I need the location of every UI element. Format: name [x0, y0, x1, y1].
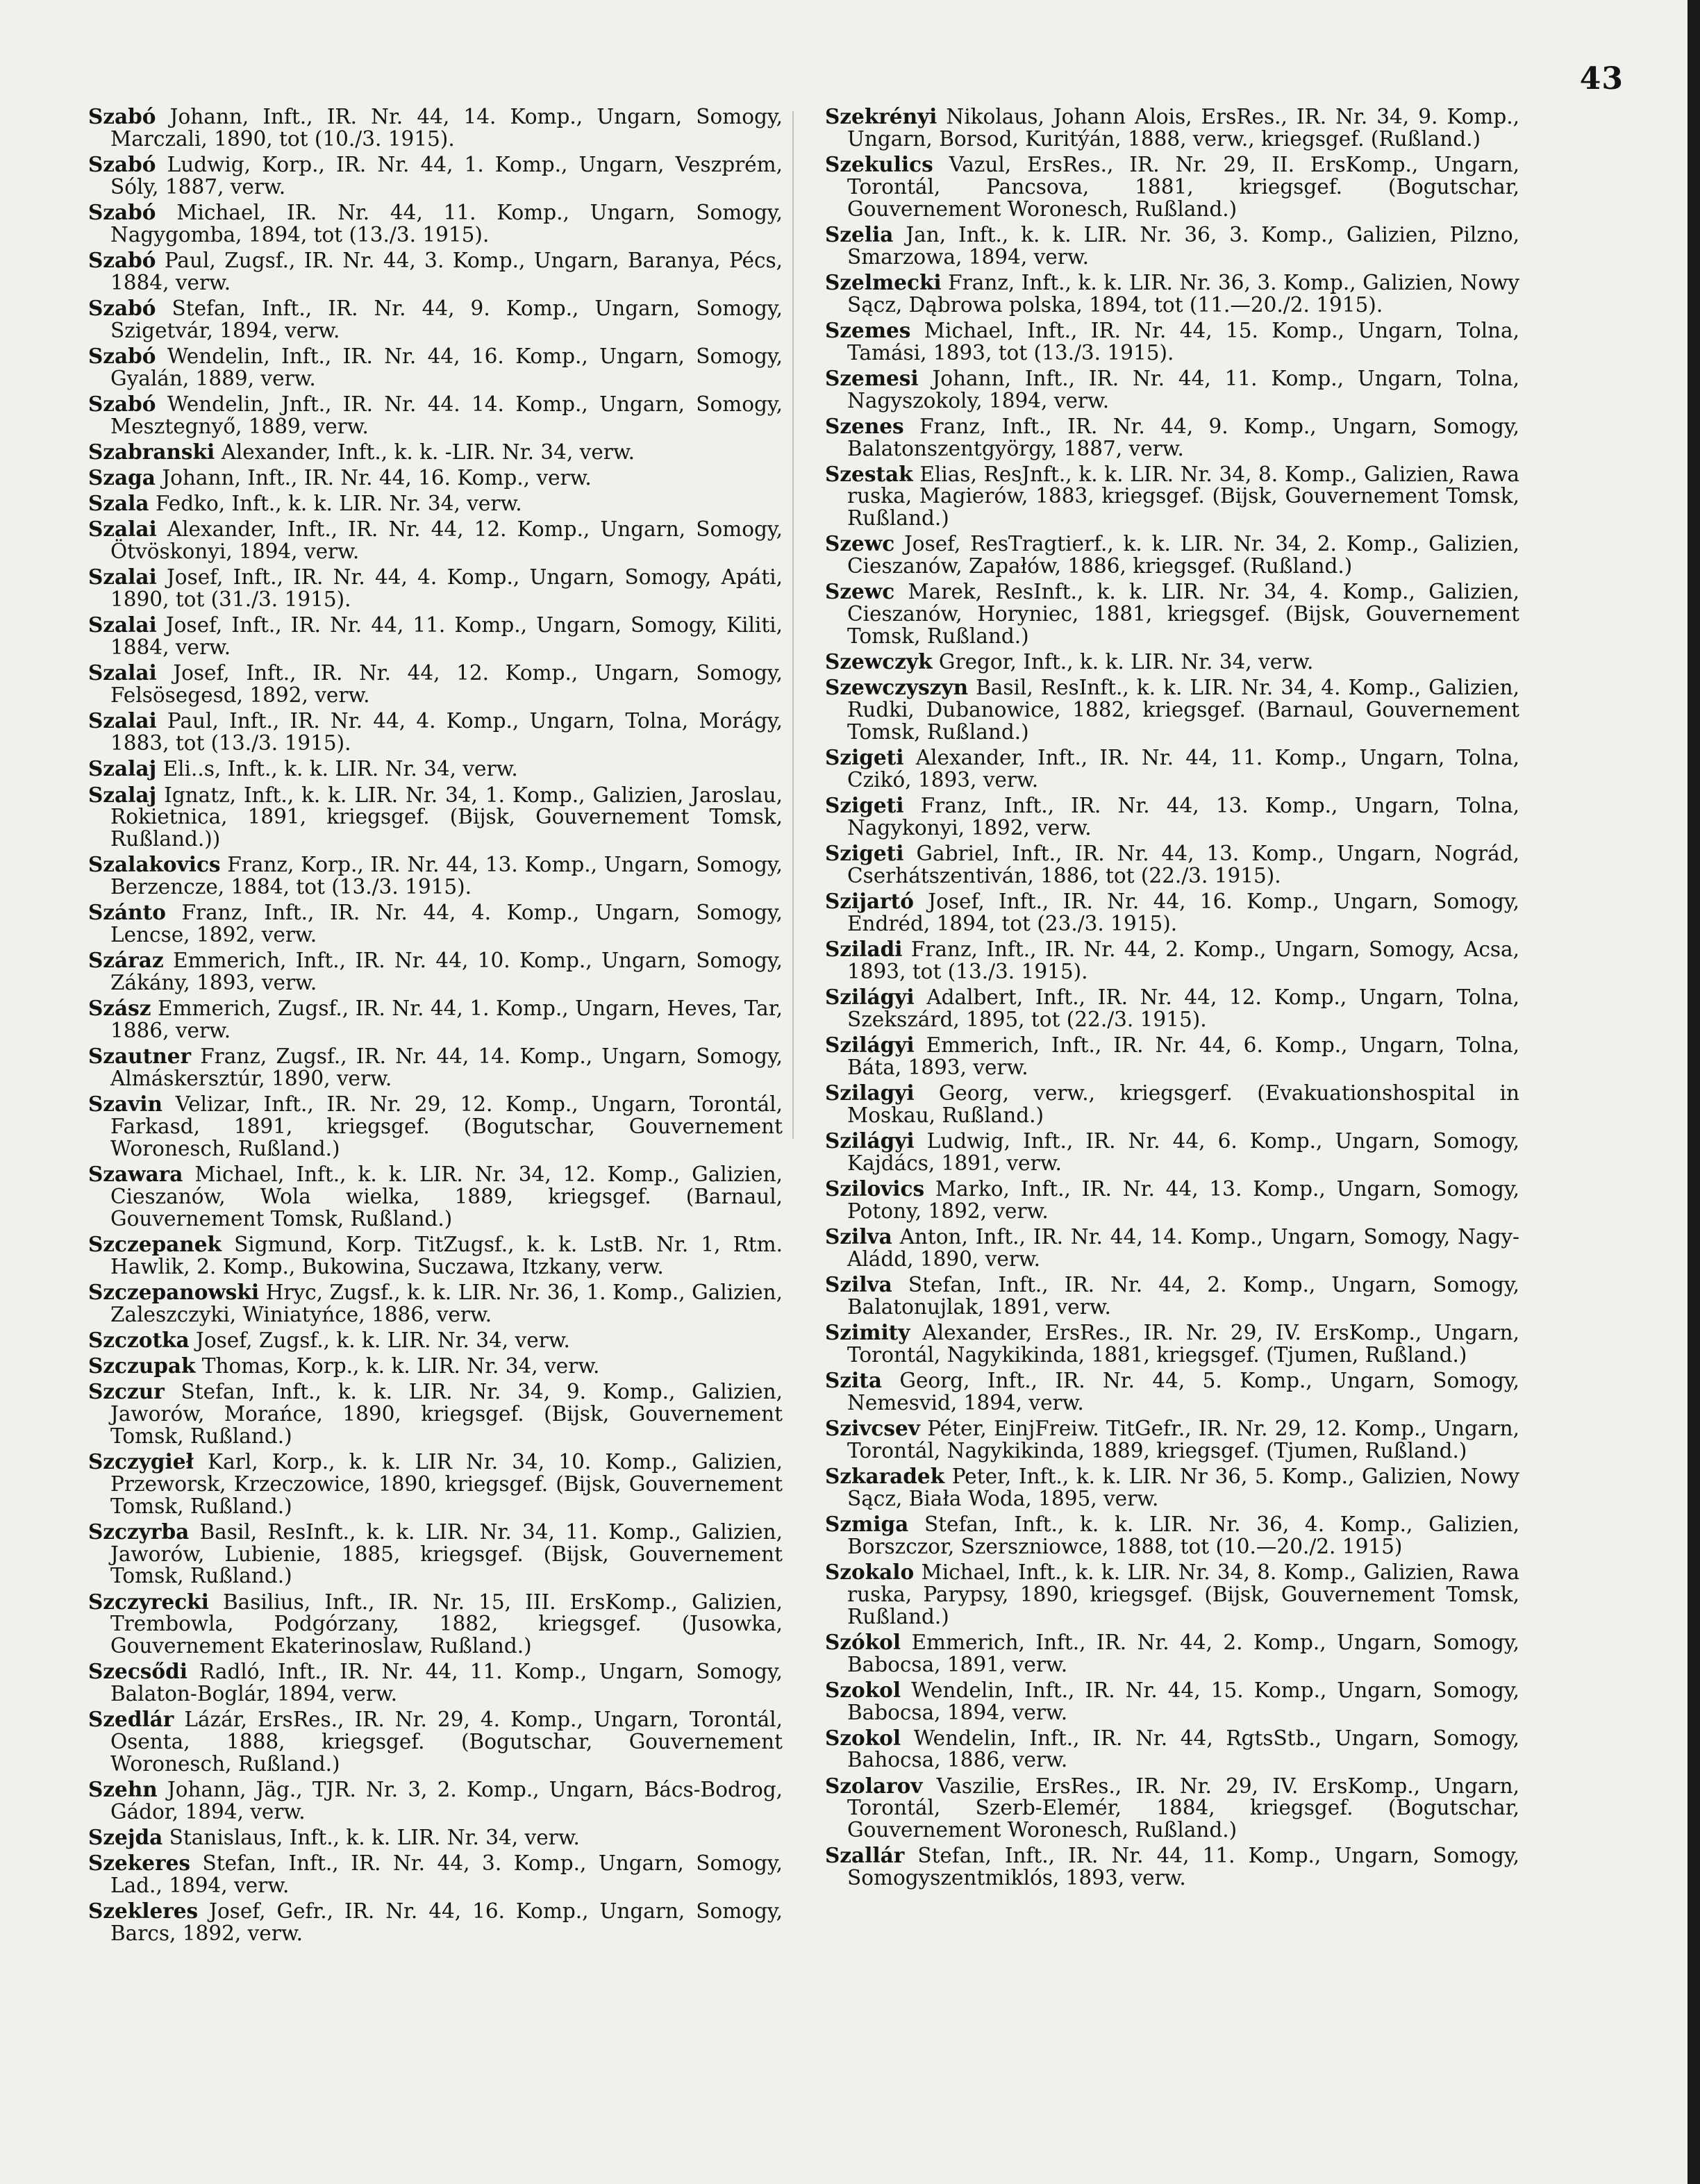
register-entry	[88, 614, 783, 659]
register-entry	[825, 890, 1519, 935]
entry-details: Velizar, Inft., IR. Nr. 29, 12. Komp., Ungarn, Torontál, Farkasd, 1891, kriegsgef. (Bogutschar, Gouvernement Woronesch, Rußland.)	[110, 1092, 783, 1160]
entry-surname: Szánto	[88, 900, 166, 925]
entry-surname: Szabó	[88, 247, 156, 272]
entry-surname: Szalai	[88, 517, 157, 542]
entry-surname: Szmiga	[825, 1511, 909, 1536]
entry-surname: Szokol	[825, 1725, 901, 1750]
entry-surname: Sziladi	[825, 937, 903, 962]
entry-surname: Szallár	[825, 1843, 905, 1868]
entry-details: Josef, Zugsf., k. k. LIR. Nr. 34, verw.	[196, 1328, 570, 1352]
register-entry	[88, 201, 783, 247]
entry-surname: Szabó	[88, 151, 156, 176]
register-entry	[88, 106, 783, 151]
register-entry	[825, 986, 1519, 1031]
entry-details: Basil, ResInft., k. k. LIR. Nr. 34, 11. Komp., Galizien, Jaworów, Lubienie, 1885, kriegsgef. (Bijsk, Gouvernement Tomsk, Rußland.)	[110, 1519, 783, 1588]
register-entry	[88, 249, 783, 294]
register-entry	[825, 1417, 1519, 1462]
register-entry	[825, 224, 1519, 269]
register-entry	[88, 492, 783, 515]
entry-surname: Szaga	[88, 465, 156, 490]
entry-details: Paul, Inft., IR. Nr. 44, 4. Komp., Ungarn, Tolna, Morágy, 1883, tot (13./3. 1915).	[110, 709, 783, 756]
entry-details: Alexander, Inft., IR. Nr. 44, 11. Komp., Ungarn, Tolna, Czikó, 1893, verw.	[847, 746, 1519, 792]
register-entry	[88, 297, 783, 342]
entry-surname: Szemesi	[825, 365, 919, 390]
entry-details: Elias, ResJnft., k. k. LIR. Nr. 34, 8. Komp., Galizien, Rawa ruska, Magierów, 1883, kriegsgef. (Bijsk, Gouvernement Tomsk, Rußland.)	[847, 462, 1519, 531]
entry-details: Emmerich, Inft., IR. Nr. 44, 6. Komp., Ungarn, Tolna, Báta, 1893, verw.	[847, 1033, 1519, 1079]
entry-surname: Szilágyi	[825, 985, 915, 1010]
entry-details: Karl, Korp., k. k. LIR Nr. 34, 10. Komp., Galizien, Przeworsk, Krzeczowice, 1890, kriegsgef. (Bijsk, Gouvernement Tomsk, Rußland.)	[110, 1449, 783, 1518]
entry-surname: Szijartó	[825, 889, 914, 914]
entry-surname: Szecsődi	[88, 1659, 188, 1684]
entry-details: Emmerich, Zugsf., IR. Nr. 44, 1. Komp., Ungarn, Heves, Tar, 1886, verw.	[110, 997, 783, 1043]
register-entry	[825, 106, 1519, 151]
entry-surname: Szala	[88, 491, 149, 516]
entry-details: Péter, EinjFreiw. TitGefr., IR. Nr. 29, 12. Komp., Ungarn, Torontál, Nagykikinda, 1889, kriegsgef. (Tjumen, Rußland.)	[847, 1416, 1519, 1462]
entry-surname: Szekrényi	[825, 104, 938, 128]
entry-details: Wendelin, Inft., IR. Nr. 44, 15. Komp., Ungarn, Somogy, Babocsa, 1894, verw.	[847, 1678, 1519, 1724]
entry-surname: Szigeti	[825, 745, 904, 770]
entry-details: Stefan, Inft., IR. Nr. 44, 9. Komp., Ungarn, Somogy, Szigetvár, 1894, verw.	[110, 296, 783, 342]
register-entry	[825, 794, 1519, 840]
register-entry	[88, 566, 783, 611]
entry-details: Sigmund, Korp. TitZugsf., k. k. LstB. Nr. 1, Rtm. Hawlik, 2. Komp., Bukowina, Suczawa, Itzkany, verw.	[110, 1232, 783, 1278]
entry-details: Gregor, Inft., k. k. LIR. Nr. 34, verw.	[938, 650, 1314, 674]
register-entry	[88, 1451, 783, 1517]
entry-details: Jan, Inft., k. k. LIR. Nr. 36, 3. Komp., Galizien, Pilzno, Smarzowa, 1894, verw.	[847, 222, 1519, 269]
entry-details: Alexander, ErsRes., IR. Nr. 29, IV. ErsKomp., Ungarn, Torontál, Nagykikinda, 1881, kriegsgef. (Tjumen, Rußland.)	[847, 1321, 1519, 1367]
register-entry	[825, 1775, 1519, 1842]
entry-details: Stanislaus, Inft., k. k. LIR. Nr. 34, verw.	[169, 1826, 580, 1850]
entry-surname: Szimity	[825, 1320, 910, 1345]
entry-details: Thomas, Korp., k. k. LIR. Nr. 34, verw.	[201, 1353, 600, 1378]
register-entry	[825, 1082, 1519, 1127]
register-entry	[825, 153, 1519, 220]
entry-details: Ludwig, Korp., IR. Nr. 44, 1. Komp., Ungarn, Veszprém, Sóly, 1887, verw.	[110, 152, 783, 199]
register-entry	[825, 938, 1519, 983]
register-entry	[88, 1708, 783, 1775]
entry-details: Johann, Inft., IR. Nr. 44, 16. Komp., verw.	[162, 466, 592, 490]
entry-details: Franz, Zugsf., IR. Nr. 44, 14. Komp., Ungarn, Somogy, Almáskersztúr, 1890, verw.	[110, 1044, 783, 1091]
entry-details: Stefan, Inft., IR. Nr. 44, 11. Komp., Ungarn, Somogy, Somogyszentmiklós, 1893, verw.	[847, 1844, 1519, 1890]
entry-details: Wendelin, Inft., IR. Nr. 44, RgtsStb., Ungarn, Somogy, Bahocsa, 1886, verw.	[847, 1726, 1519, 1772]
register-entry	[825, 1844, 1519, 1890]
entry-surname: Szautner	[88, 1044, 192, 1069]
register-entry	[88, 1045, 783, 1090]
entry-details: Alexander, Inft., k. k. -LIR. Nr. 34, verw.	[221, 440, 635, 464]
entry-details: Peter, Inft., k. k. LIR. Nr 36, 5. Komp., Galizien, Nowy Sącz, Biała Woda, 1895, verw.	[847, 1464, 1519, 1510]
register-entry	[825, 1513, 1519, 1558]
entry-surname: Szewc	[825, 531, 895, 556]
entry-surname: Szczepanowski	[88, 1279, 260, 1304]
entry-details: Alexander, Inft., IR. Nr. 44, 12. Komp., Ungarn, Somogy, Ötvöskonyi, 1894, verw.	[110, 517, 783, 564]
register-entry	[88, 901, 783, 947]
entry-details: Marek, ResInft., k. k. LIR. Nr. 34, 4. Komp., Galizien, Cieszanów, Horyniec, 1881, kriegsgef. (Bijsk, Gouvernement Tomsk, Rußland.)	[847, 580, 1519, 649]
entry-details: Anton, Inft., IR. Nr. 44, 14. Komp., Ungarn, Somogy, Nagy-Aládd, 1890, verw.	[847, 1225, 1519, 1271]
entry-surname: Szalai	[88, 660, 157, 685]
register-entry	[825, 367, 1519, 412]
entry-details: Gabriel, Inft., IR. Nr. 44, 13. Komp., Ungarn, Nográd, Cserhátszentiván, 1886, tot (22./3. 1915).	[847, 842, 1519, 887]
entry-surname: Szigeti	[825, 841, 904, 866]
entry-surname: Szabó	[88, 104, 156, 128]
register-entry	[825, 269, 1519, 317]
register-entry	[825, 1274, 1519, 1319]
entry-surname: Szestak	[825, 461, 913, 486]
entry-surname: Szilágyi	[825, 1128, 915, 1153]
register-entry	[88, 710, 783, 755]
entry-surname: Szalai	[88, 708, 157, 733]
register-entry	[825, 415, 1519, 460]
entry-surname: Szawara	[88, 1162, 183, 1187]
entry-details: Josef, Inft., IR. Nr. 44, 4. Komp., Ungarn, Somogy, Apáti, 1890, tot (31./3. 1915).	[110, 565, 783, 612]
entry-surname: Szivcsev	[825, 1415, 920, 1440]
register-entry	[825, 581, 1519, 647]
register-entry	[88, 153, 783, 199]
entry-details: Franz, Inft., IR. Nr. 44, 2. Komp., Ungarn, Somogy, Acsa, 1893, tot (13./3. 1915).	[847, 937, 1519, 983]
entry-surname: Szelia	[825, 222, 894, 247]
register-entry	[88, 1233, 783, 1278]
register-entry	[825, 533, 1519, 578]
register-entry	[88, 1778, 783, 1824]
register-entry	[88, 1355, 783, 1378]
register-entry	[88, 1826, 783, 1849]
register-entry	[825, 1369, 1519, 1415]
entry-details: Emmerich, Inft., IR. Nr. 44, 10. Komp., Ungarn, Somogy, Zákány, 1893, verw.	[110, 949, 783, 995]
register-entry	[825, 1465, 1519, 1510]
register-entry	[825, 319, 1519, 365]
register-entry	[88, 1381, 783, 1447]
entry-details: Stefan, Inft., IR. Nr. 44, 2. Komp., Ungarn, Somogy, Balatonujlak, 1891, verw.	[847, 1273, 1519, 1319]
entry-surname: Szewczyk	[825, 649, 933, 674]
entry-details: Franz, Inft., k. k. LIR. Nr. 36, 3. Komp., Galizien, Nowy Sącz, Dąbrowa polska, 1894, tot (11.—20./2. 1915).	[847, 270, 1519, 317]
register-entry	[825, 747, 1519, 792]
register-entry	[88, 1093, 783, 1160]
entry-surname: Szabó	[88, 295, 156, 320]
entry-details: Eli..s, Inft., k. k. LIR. Nr. 34, verw.	[162, 757, 518, 781]
entry-details: Michael, Inft., k. k. LIR. Nr. 34, 12. Komp., Galizien, Cieszanów, Wola wielka, 1889, kriegsgef. (Barnaul, Gouvernement Tomsk, Rußland.)	[110, 1162, 783, 1231]
register-entry	[88, 1591, 783, 1658]
register-entry	[88, 393, 783, 438]
entry-details: Franz, Inft., IR. Nr. 44, 9. Komp., Ungarn, Somogy, Balatonszentgyörgy, 1887, verw.	[847, 414, 1519, 460]
entry-details: Stefan, Inft., k. k. LIR. Nr. 34, 9. Komp., Galizien, Jaworów, Morańce, 1890, kriegsgef. (Bijsk, Gouvernement Tomsk, Rußland.)	[110, 1380, 783, 1448]
entry-details: Michael, IR. Nr. 44, 11. Komp., Ungarn, Somogy, Nagygomba, 1894, tot (13./3. 1915).	[110, 200, 783, 247]
entry-surname: Szemes	[825, 317, 911, 342]
entry-surname: Szczyrecki	[88, 1589, 209, 1614]
entry-surname: Szabó	[88, 391, 156, 416]
register-entry	[88, 997, 783, 1042]
entry-surname: Szász	[88, 996, 151, 1021]
register-entry	[88, 758, 783, 781]
left-column	[88, 106, 783, 1948]
register-entry	[825, 1130, 1519, 1175]
entry-surname: Szalaj	[88, 756, 157, 781]
entry-details: Vazul, ErsRes., IR. Nr. 29, II. ErsKomp., Ungarn, Torontál, Pancsova, 1881, kriegsgef. (Bogutschar, Gouvernement Woronesch, Rußland.)	[847, 152, 1519, 221]
register-entry	[88, 949, 783, 994]
entry-details: Wendelin, Inft., IR. Nr. 44, 16. Komp., Ungarn, Somogy, Gyalán, 1889, verw.	[110, 344, 783, 390]
entry-surname: Szczur	[88, 1379, 165, 1404]
entry-details: Josef, Inft., IR. Nr. 44, 16. Komp., Ungarn, Somogy, Endréd, 1894, tot (23./3. 1915).	[847, 890, 1519, 935]
right-column	[825, 106, 1519, 1892]
entry-surname: Szalai	[88, 565, 157, 590]
register-entry	[88, 1163, 783, 1230]
register-entry	[825, 1178, 1519, 1223]
register-entry	[88, 441, 783, 464]
register-entry	[88, 345, 783, 390]
entry-details: Johann, Inft., IR. Nr. 44, 14. Komp., Ungarn, Somogy, Marczali, 1890, tot (10./3. 1915).	[110, 105, 783, 151]
column-divider	[792, 111, 794, 1139]
register-entry	[825, 676, 1519, 743]
entry-details: Nikolaus, Johann Alois, ErsRes., IR. Nr. 34, 9. Komp., Ungarn, Borsod, Kuritýán, 1888, verw., kriegsgef. (Rußland.)	[847, 105, 1519, 151]
entry-details: Johann, Inft., IR. Nr. 44, 11. Komp., Ungarn, Tolna, Nagyszokoly, 1894, verw.	[847, 366, 1519, 412]
entry-surname: Szczotka	[88, 1327, 190, 1352]
register-entry	[88, 467, 783, 490]
entry-details: Ignatz, Inft., k. k. LIR. Nr. 34, 1. Komp., Galizien, Jaroslau, Rokietnica, 1891, kriegsgef. (Bijsk, Gouvernement Tomsk, Rußland.))	[110, 783, 783, 851]
entry-surname: Szkaradek	[825, 1463, 945, 1488]
entry-surname: Szabranski	[88, 439, 215, 464]
entry-details: Fedko, Inft., k. k. LIR. Nr. 34, verw.	[155, 492, 522, 516]
entry-details: Basilius, Inft., IR. Nr. 15, III. ErsKomp., Galizien, Trembowla, Podgórzany, 1882, kriegsgef. (Jusowka, Gouvernement Ekaterinoslaw, Rußland.)	[110, 1590, 783, 1658]
entry-details: Emmerich, Inft., IR. Nr. 44, 2. Komp., Ungarn, Somogy, Babocsa, 1891, verw.	[847, 1630, 1519, 1676]
register-entry	[88, 662, 783, 707]
register-entry	[825, 842, 1519, 887]
entry-surname: Szalai	[88, 612, 157, 637]
entry-details: Josef, Inft., IR. Nr. 44, 12. Komp., Ungarn, Somogy, Felsösegesd, 1892, verw.	[110, 661, 783, 708]
register-entry	[88, 1900, 783, 1945]
register-entry	[825, 1322, 1519, 1367]
entry-surname: Szehn	[88, 1777, 158, 1802]
entry-details: Adalbert, Inft., IR. Nr. 44, 12. Komp., Ungarn, Tolna, Szekszárd, 1895, tot (22./3. 1915).	[847, 985, 1519, 1031]
entry-surname: Szita	[825, 1368, 883, 1392]
entry-surname: Szekleres	[88, 1899, 199, 1924]
entry-details: Franz, Inft., IR. Nr. 44, 13. Komp., Ungarn, Tolna, Nagykonyi, 1892, verw.	[847, 794, 1519, 840]
entry-surname: Szedlár	[88, 1707, 174, 1732]
register-entry	[88, 1852, 783, 1897]
entry-details: Stefan, Inft., IR. Nr. 44, 3. Komp., Ungarn, Somogy, Lad., 1894, verw.	[110, 1851, 783, 1898]
entry-surname: Szabó	[88, 199, 156, 224]
entry-surname: Szilva	[825, 1224, 892, 1249]
entry-surname: Szilágyi	[825, 1033, 915, 1058]
register-entry	[88, 853, 783, 899]
entry-surname: Szewczyszyn	[825, 675, 969, 700]
entry-surname: Szewc	[825, 579, 895, 604]
entry-details: Paul, Zugsf., IR. Nr. 44, 3. Komp., Ungarn, Baranya, Pécs, 1884, verw.	[110, 248, 783, 294]
entry-surname: Szekulics	[825, 151, 933, 176]
entry-surname: Szokalo	[825, 1559, 915, 1584]
register-entry	[825, 651, 1519, 674]
entry-details: Michael, Inft., k. k. LIR. Nr. 34, 8. Komp., Galizien, Rawa ruska, Parypsy, 1890, kriegsgef. (Bijsk, Gouvernement Tomsk, Rußland.)	[847, 1560, 1519, 1628]
entry-surname: Szilagyi	[825, 1081, 915, 1106]
register-entry	[825, 1561, 1519, 1628]
entry-details: Vaszilie, ErsRes., IR. Nr. 29, IV. ErsKomp., Ungarn, Torontál, Szerb-Elemér, 1884, kriegsgef. (Bogutschar, Gouvernement Woronesch, Rußland.)	[847, 1774, 1519, 1842]
entry-details: Ludwig, Inft., IR. Nr. 44, 6. Komp., Ungarn, Somogy, Kajdács, 1891, verw.	[847, 1129, 1519, 1175]
entry-surname: Szczepanek	[88, 1231, 222, 1256]
entry-surname: Száraz	[88, 948, 164, 973]
entry-details: Stefan, Inft., k. k. LIR. Nr. 36, 4. Komp., Galizien, Borszczor, Szerszniowce, 1888, tot (10.—20./2. 1915)	[847, 1512, 1519, 1558]
entry-details: Georg, verw., kriegsgerf. (Evakuationshospital in Moskau, Rußland.)	[847, 1081, 1519, 1127]
entry-details: Johann, Jäg., TJR. Nr. 3, 2. Komp., Ungarn, Bács-Bodrog, Gádor, 1894, verw.	[110, 1778, 783, 1824]
page-number: 43	[1579, 61, 1624, 97]
entry-details: Josef, Gefr., IR. Nr. 44, 16. Komp., Ungarn, Somogy, Barcs, 1892, verw.	[110, 1899, 783, 1946]
register-entry	[88, 518, 783, 563]
entry-surname: Szczupak	[88, 1353, 196, 1378]
entry-details: Radló, Inft., IR. Nr. 44, 11. Komp., Ungarn, Somogy, Balaton-Boglár, 1894, verw.	[110, 1660, 783, 1706]
entry-details: Franz, Inft., IR. Nr. 44, 4. Komp., Ungarn, Somogy, Lencse, 1892, verw.	[110, 901, 783, 947]
register-entry	[825, 1631, 1519, 1676]
entry-surname: Szelmecki	[825, 269, 942, 294]
entry-surname: Szókol	[825, 1629, 901, 1654]
entry-surname: Szabó	[88, 343, 156, 368]
entry-surname: Szejda	[88, 1825, 163, 1850]
entry-details: Lázár, ErsRes., IR. Nr. 29, 4. Komp., Ungarn, Torontál, Osenta, 1888, kriegsgef. (Bogutschar, Gouvernement Woronesch, Rußland.)	[110, 1708, 783, 1776]
register-entry	[825, 1727, 1519, 1772]
entry-details: Josef, ResTragtierf., k. k. LIR. Nr. 34, 2. Komp., Galizien, Cieszanów, Zapałów, 1886, kriegsgef. (Rußland.)	[847, 532, 1519, 578]
entry-surname: Szekeres	[88, 1851, 190, 1876]
entry-surname: Szalaj	[88, 782, 157, 807]
register-entry	[825, 1034, 1519, 1079]
register-entry	[88, 1281, 783, 1326]
entry-details: Michael, Inft., IR. Nr. 44, 15. Komp., Ungarn, Tolna, Tamási, 1893, tot (13./3. 1915).	[847, 318, 1519, 365]
entry-details: Basil, ResInft., k. k. LIR. Nr. 34, 4. Komp., Galizien, Rudki, Dubanowice, 1882, kriegsgef. (Barnaul, Gouvernement Tomsk, Rußland.)	[847, 676, 1519, 744]
entry-surname: Szilva	[825, 1272, 892, 1297]
entry-details: Franz, Korp., IR. Nr. 44, 13. Komp., Ungarn, Somogy, Berzencze, 1884, tot (13./3. 1915).	[110, 853, 783, 899]
entry-surname: Szavin	[88, 1092, 162, 1117]
entry-surname: Szalakovics	[88, 852, 221, 877]
entry-surname: Szigeti	[825, 793, 904, 818]
entry-surname: Szolarov	[825, 1773, 923, 1798]
entry-details: Josef, Inft., IR. Nr. 44, 11. Komp., Ungarn, Somogy, Kiliti, 1884, verw.	[110, 613, 783, 660]
entry-details: Wendelin, Jnft., IR. Nr. 44. 14. Komp., Ungarn, Somogy, Mesztegnyő, 1889, verw.	[110, 392, 783, 438]
entry-surname: Szenes	[825, 413, 904, 438]
entry-surname: Szilovics	[825, 1176, 925, 1201]
entry-details: Georg, Inft., IR. Nr. 44, 5. Komp., Ungarn, Somogy, Nemesvid, 1894, verw.	[847, 1369, 1519, 1415]
entry-surname: Szokol	[825, 1677, 901, 1702]
register-entry	[88, 1660, 783, 1706]
register-entry	[88, 784, 783, 851]
register-entry	[88, 1521, 783, 1587]
register-entry	[825, 463, 1519, 530]
entry-surname: Szczygieł	[88, 1449, 194, 1474]
entry-details: Marko, Inft., IR. Nr. 44, 13. Komp., Ungarn, Somogy, Potony, 1892, verw.	[847, 1177, 1519, 1223]
register-entry	[88, 1329, 783, 1352]
entry-surname: Szczyrba	[88, 1519, 190, 1544]
entry-details: Hryc, Zugsf., k. k. LIR. Nr. 36, 1. Komp., Galizien, Zaleszczyki, Winiatyńce, 1886, verw.	[110, 1280, 783, 1326]
register-entry	[825, 1226, 1519, 1271]
register-entry	[825, 1679, 1519, 1724]
